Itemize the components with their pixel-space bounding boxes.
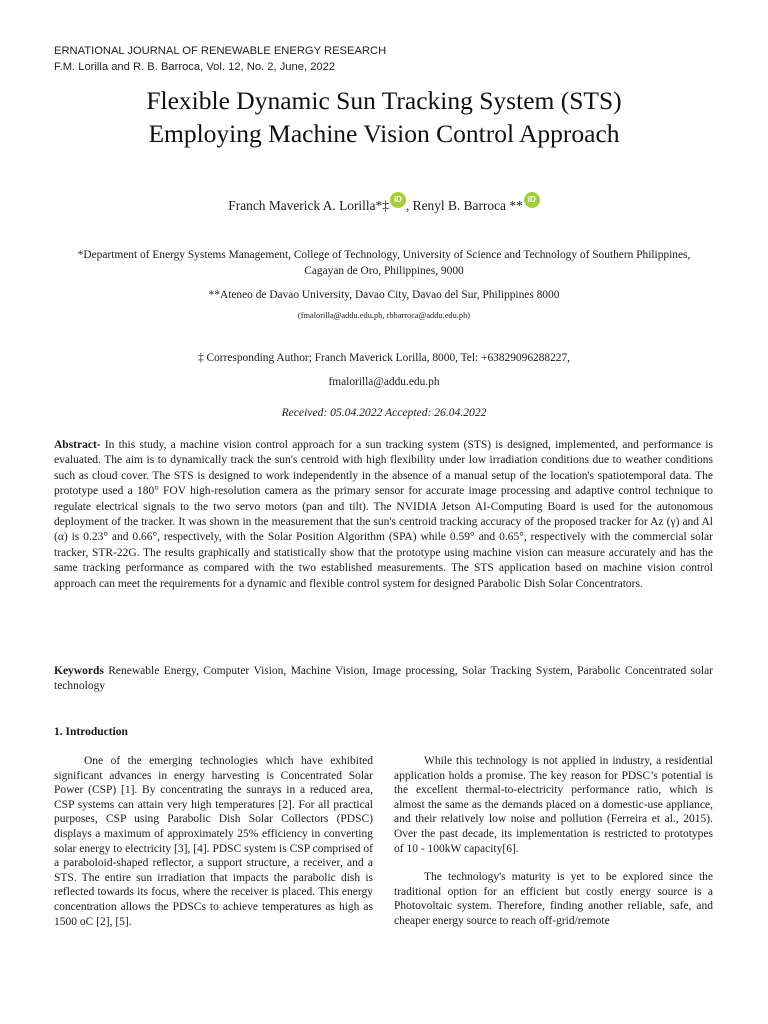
title-line-1: Flexible Dynamic Sun Tracking System (STS) <box>146 86 622 115</box>
author-2: Renyl B. Barroca ** <box>412 198 523 213</box>
author-separator: , <box>405 198 413 213</box>
author-line <box>60 192 708 217</box>
body-column-right <box>394 754 713 943</box>
orcid-icon[interactable]: iD <box>524 192 540 208</box>
abstract <box>54 438 713 592</box>
orcid-icon[interactable]: iD <box>390 192 406 208</box>
keywords <box>54 664 713 695</box>
paragraph: The technology's maturity is yet to be explored since the traditional option for an efficient but costly energy source is a Photovoltaic system. Therefore, finding another reliable, safe, and cheaper energy source to reach off-grid/remote <box>394 871 713 927</box>
running-header <box>54 43 386 75</box>
affiliation-2: **Ateneo de Davao University, Davao City, Davao del Sur, Philippines 8000 <box>208 289 560 301</box>
corresponding-email: fmalorilla@addu.edu.ph <box>328 376 440 388</box>
affiliation-1: *Department of Energy Systems Management, College of Technology, University of Science and Technology of Southern Philippines, Cagayan de Oro, Philippines, 9000 <box>77 249 691 277</box>
abstract-text: In this study, a machine vision control approach for a sun tracking system (STS) is designed, implemented, and performance is evaluated. The aim is to dynamically track the sun's centroid with high flexibility under low irradiation conditions due to weather conditions such as cloud cover. The STS is designed to work independently in the absence of a manual setup of the location's spatiotemporal data. The prototype used a 180° FOV high-resolution camera as the primary sensor for accurate image processing and adaptive control technique to regulate electrical signals to the two servo motors (pan and tilt). The NVIDIA Jetson AI-Computing Board is used for the autonomous deployment of the tracker. It was shown in the measurement that the sun's centroid tracking accuracy of the proposed tracker for Az (γ) and Al (α) is 0.23° and 0.66°, respectively, with the Solar Position Algorithm (SPA) while 0.59° and 0.65°, respectively with the commercial solar tracker, STR-22G. The results graphically and statistically show that the prototype using machine vision can measure accurately and has the same tracking performance as compared with the two established measurements. The STS application based on machine vision control approach can meet the requirements for a dynamic and flexible control system for designed Parabolic Dish Solar Concentrators. <box>54 439 713 590</box>
paper-title <box>60 84 708 150</box>
title-line-2: Employing Machine Vision Control Approach <box>148 119 620 148</box>
author-1: Franch Maverick A. Lorilla*‡ <box>228 198 389 213</box>
citation-line: F.M. Lorilla and R. B. Barroca, Vol. 12, No. 2, June, 2022 <box>54 61 336 73</box>
abstract-label: Abstract- <box>54 439 101 451</box>
journal-name: ERNATIONAL JOURNAL OF RENEWABLE ENERGY RESEARCH <box>54 45 387 57</box>
keywords-label: Keywords <box>54 665 104 677</box>
corresponding-author: ‡ Corresponding Author; Franch Maverick Lorilla, 8000, Tel: +63829096288227, <box>197 352 571 364</box>
author-emails: (fmalorilla@addu.edu.ph, rbbarroca@addu.edu.ph) <box>297 311 471 320</box>
paragraph: While this technology is not applied in industry, a residential application holds a promise. The key reason for PDSC’s potential is the excellent thermal-to-electricity performance ratio, which is almost the same as the demands placed on a domestic-use appliance, and their relatively low noise and pollution (Ferreira et al., 2015). Over the past decade, its implementation is restricted to prototypes of 10 - 100kW capacity[6]. <box>394 755 713 855</box>
section-heading-introduction: 1. Introduction <box>54 726 128 738</box>
paragraph: One of the emerging technologies which have exhibited significant advances in energy harvesting is Concentrated Solar Power (CSP) [1]. By concentrating the sunrays in a reduced area, CSP systems can attain very high temperatures [2]. For all practical purposes, CSP using Parabolic Dish Solar Collectors (PDSC) displays a maximum of approximately 25% efficiency in converting solar energy to electricity [3], [4]. PDSC system is CSP comprised of a paraboloid-shaped reflector, a support structure, a receiver, and a STS. The entire sun irradiation that impacts the parabolic dish is reflected towards its focus, where the receiver is placed. This energy concentration allows the PDSCs to achieve temperatures as high as 1500 oC [2], [5]. <box>54 755 373 928</box>
received-accepted-dates: Received: 05.04.2022 Accepted: 26.04.2022 <box>281 406 487 419</box>
keywords-text: Renewable Energy, Computer Vision, Machine Vision, Image processing, Solar Tracking System, Parabolic Concentrated solar technology <box>54 665 713 693</box>
body-column-left <box>54 754 373 943</box>
